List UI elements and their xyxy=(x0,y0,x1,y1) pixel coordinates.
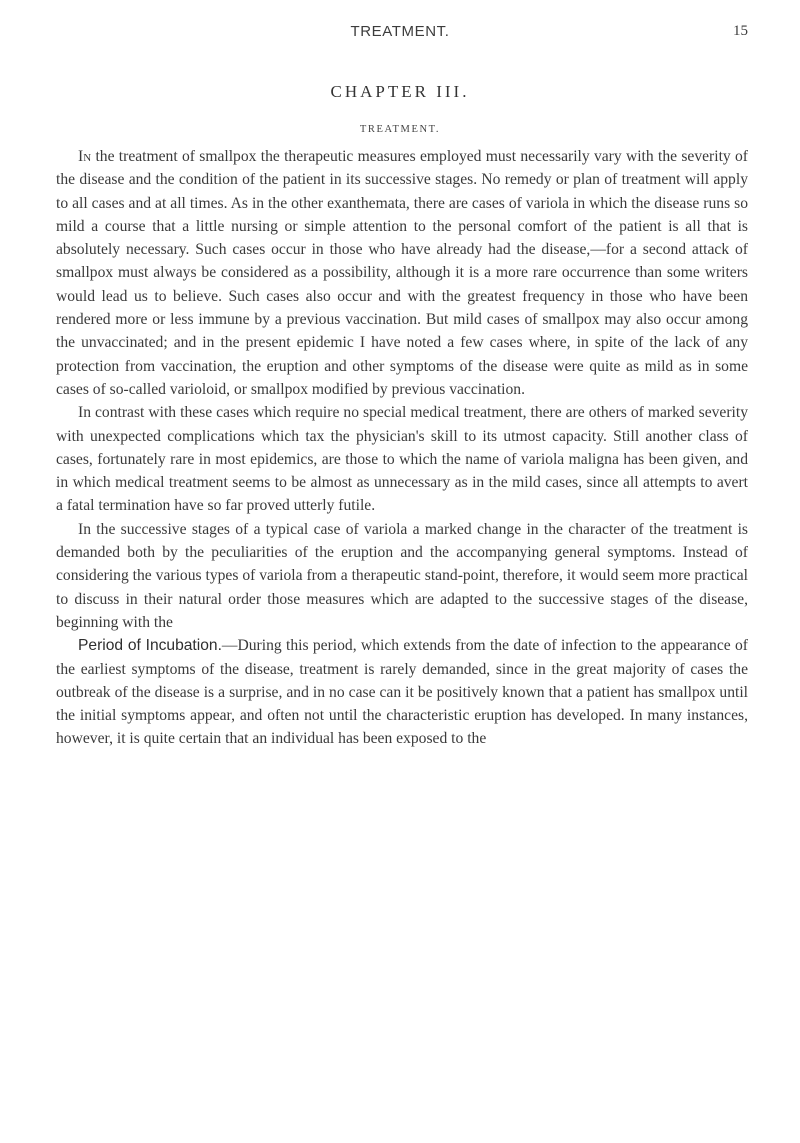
chapter-heading: CHAPTER III. xyxy=(330,82,470,101)
paragraph-text: —During this period, which extends from the date of infection to the appearance of the earliest symptoms of the disease, treatment is rarely demanded, since in the great majority of cases the outbreak of the disease is a surprise, and in no case can it be positively known that a patient has smallpox until the initial symptoms appear, and often not until the characteristic eruption has developed. In many instances, however, it is quite certain that an individual has been exposed to the xyxy=(56,637,748,748)
paragraph-text: In the successive stages of a typical case of variola a marked change in the character of the treatment is demanded both by the peculiarities of the eruption and the accompanying general symptoms. Instead of considering the various types of variola from a therapeutic stand-point, therefore, it would seem more practical to discuss in their natural order those measures which are adapted to the successive stages of the disease, beginning with the xyxy=(56,520,748,631)
running-head xyxy=(0,23,800,45)
paragraph-1 xyxy=(56,145,748,401)
section-heading: TREATMENT. xyxy=(359,124,441,135)
lead-word: In xyxy=(78,148,92,165)
paragraph-text: the treatment of smallpox the therapeutic measures employed must necessarily vary with the severity of the disease and the condition of the patient in its successive stages. No remedy or plan of treatment will apply to all cases and at all times. As in the other exanthemata, there are cases of variola in which the disease runs so mild a course that a little nursing or simple attention to the personal comfort of the patient is all that is absolutely necessary. Such cases occur in those who have already had the disease,—for a second attack of smallpox must always be considered as a possibility, although it is a more rare occurrence than some writers would lead us to believe. Such cases also occur and with the greatest frequency in those who have been rendered more or less immune by a previous vaccination. But mild cases of smallpox may also occur among the unvaccinated; and in the present epidemic I have noted a few cases where, in spite of the lack of any protection from vaccination, the eruption and other symptoms of the disease were quite as mild as in some cases of so-called varioloid, or smallpox modified by previous vaccination. xyxy=(56,148,748,398)
paragraph-2 xyxy=(56,401,748,517)
running-title: TREATMENT. xyxy=(350,23,450,40)
paragraph-4 xyxy=(56,634,748,750)
page-number: 15 xyxy=(733,23,748,39)
paragraph-3 xyxy=(56,518,748,634)
paragraph-text: In contrast with these cases which require no special medical treatment, there are others of marked severity with unexpected complications which tax the physician's skill to its utmost capacity. Still another class of cases, fortunately rare in most epidemics, are those to which the name of variola maligna has been given, and in which medical treatment seems to be almost as unnecessary as in the mild cases, since all attempts to avert a fatal termination have so far proved utterly futile. xyxy=(56,404,748,515)
section-subhead: Period of Incubation. xyxy=(78,637,222,655)
body-text xyxy=(56,145,748,751)
